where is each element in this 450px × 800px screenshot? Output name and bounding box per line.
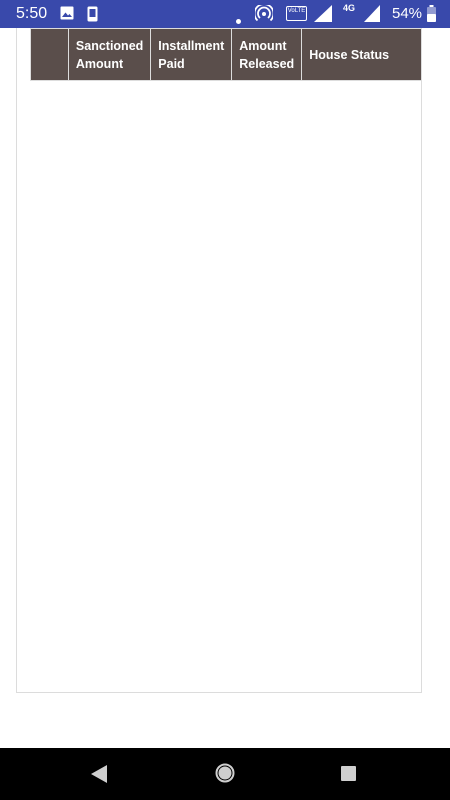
column-header-installment-paid: Installment Paid — [151, 29, 232, 81]
column-header-amount-released: Amount Released — [232, 29, 302, 81]
recents-icon[interactable] — [341, 766, 356, 781]
dot-icon — [236, 11, 241, 29]
4g-icon: 4G — [343, 3, 356, 13]
navigation-bar — [0, 748, 450, 800]
main-content[interactable] — [0, 28, 450, 748]
signal-icon — [314, 5, 332, 27]
battery-icon — [427, 5, 436, 27]
hotspot-icon — [255, 5, 273, 28]
image-icon — [60, 6, 74, 25]
house-status-table-header — [30, 28, 422, 81]
battery-percent: 54% — [392, 5, 423, 22]
column-header-sanctioned-amount: Sanctioned Amount — [68, 29, 150, 81]
column-header-id — [31, 29, 69, 81]
status-bar — [0, 0, 450, 28]
table-frame — [16, 28, 422, 693]
table-header-row — [31, 29, 422, 81]
column-header-house-status: House Status — [302, 29, 422, 81]
volte-icon — [286, 6, 307, 21]
phone-device-icon — [87, 6, 98, 27]
volte-label: VoLTE — [287, 8, 306, 14]
home-icon[interactable] — [215, 763, 235, 788]
status-time: 5:50 — [16, 5, 48, 22]
table-scroll-area[interactable] — [30, 28, 422, 692]
back-icon[interactable] — [90, 764, 108, 789]
signal-icon — [364, 5, 380, 27]
